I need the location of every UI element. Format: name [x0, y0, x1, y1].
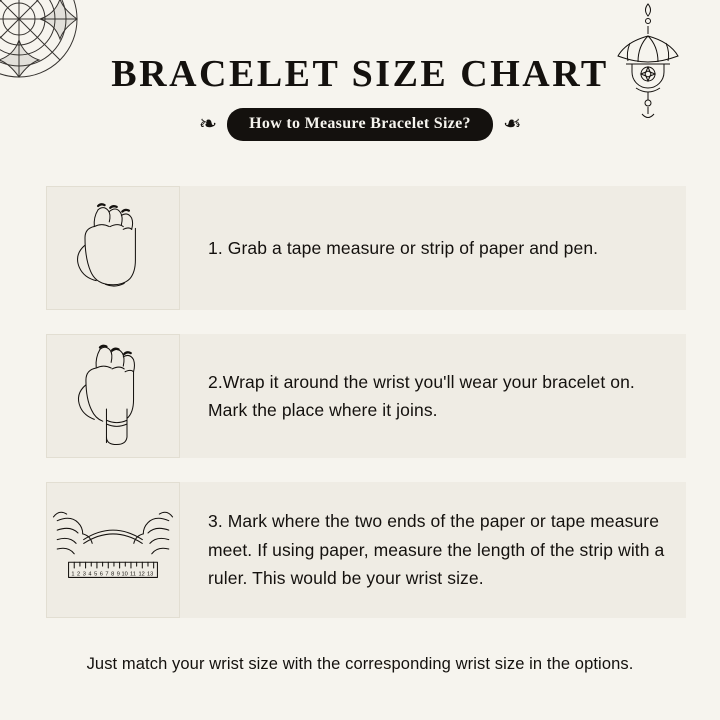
- svg-text:4: 4: [88, 571, 92, 578]
- svg-text:9: 9: [116, 571, 120, 578]
- steps-list: [46, 186, 686, 642]
- footer-note: Just match your wrist size with the corresponding wrist size in the options.: [86, 655, 634, 673]
- svg-text:1: 1: [71, 571, 75, 578]
- svg-text:8: 8: [111, 571, 115, 578]
- list-item: [46, 482, 686, 618]
- svg-text:2: 2: [77, 571, 81, 578]
- subtitle-badge: How to Measure Bracelet Size?: [227, 108, 493, 141]
- subtitle-row: [0, 108, 720, 141]
- flourish-right-icon: ❧: [502, 110, 522, 136]
- svg-text:12: 12: [138, 571, 145, 578]
- svg-text:13: 13: [147, 571, 154, 578]
- svg-text:10: 10: [121, 571, 128, 578]
- svg-text:5: 5: [94, 571, 98, 578]
- step-3-illustration: [46, 482, 180, 618]
- list-item: [46, 186, 686, 310]
- svg-text:6: 6: [99, 571, 103, 578]
- step-3-text: 3. Mark where the two ends of the paper or tape measure meet. If using paper, measure the length of the strip with a ruler. This would be your wrist size.: [180, 482, 686, 618]
- step-2-text: 2.Wrap it around the wrist you'll wear your bracelet on. Mark the place where it joins.: [180, 334, 686, 458]
- list-item: [46, 334, 686, 458]
- svg-text:11: 11: [130, 571, 136, 578]
- flourish-left-icon: ❧: [198, 110, 218, 136]
- step-1-text: 1. Grab a tape measure or strip of paper and pen.: [180, 186, 686, 310]
- page-title: BRACELET SIZE CHART: [111, 53, 609, 95]
- step-1-illustration: [46, 186, 180, 310]
- svg-text:7: 7: [105, 571, 109, 578]
- step-2-illustration: [46, 334, 180, 458]
- svg-text:3: 3: [82, 571, 86, 578]
